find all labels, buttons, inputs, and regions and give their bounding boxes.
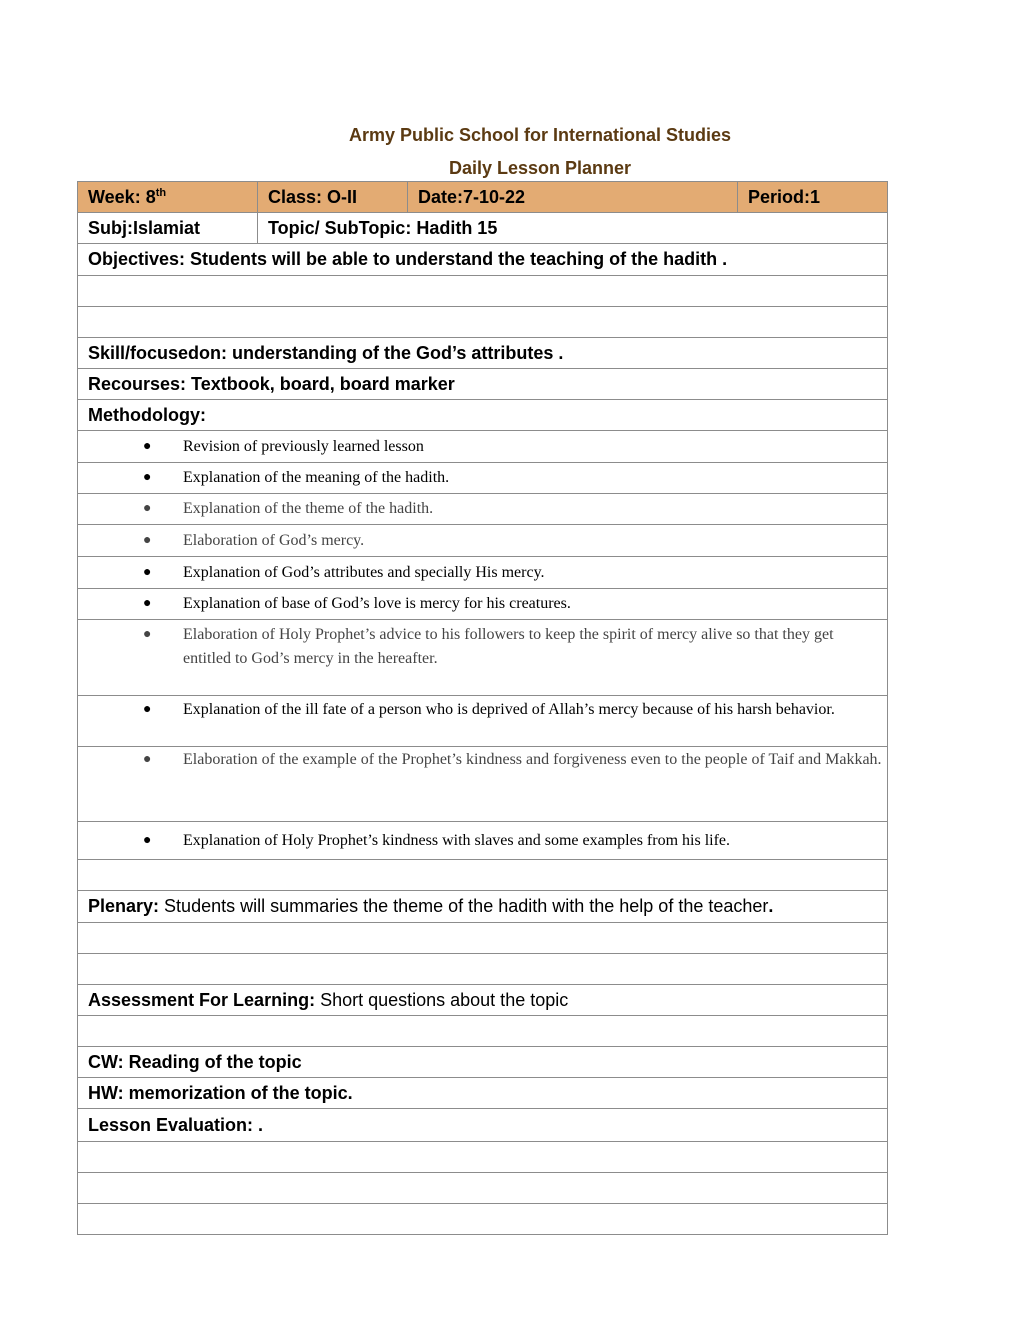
topic-cell: Topic/ SubTopic: Hadith 15 [258,213,888,244]
methodology-item: ● Explanation of the meaning of the hadith. [78,463,888,494]
methodology-item: ● Explanation of the ill fate of a person who is deprived of Allah’s mercy because of his harsh behavior. [78,696,888,747]
methodology-item: ● Elaboration of Holy Prophet’s advice to his followers to keep the spirit of mercy alive so that they get entitled to God’s mercy in the hereafter. [78,620,888,696]
bullet-icon: ● [143,752,152,767]
methodology-item: ● Revision of previously learned lesson [78,431,888,463]
week-cell: Week: 8th [78,182,258,213]
blank-row [78,923,888,954]
plenary-text: Students will summaries the theme of the hadith with the help of the teacher [159,896,769,916]
blank-row [78,1142,888,1173]
plenary-label: Plenary: [88,896,160,916]
bullet-icon: ● [143,501,152,516]
methodology-label-row [78,400,888,431]
assessment-row [78,985,888,1016]
subject-cell: Subj:Islamiat [78,213,258,244]
methodology-item: ● Explanation of Holy Prophet’s kindness with slaves and some examples from his life. [78,822,888,860]
blank-row [78,1173,888,1204]
class-cell: Class: O-II [258,182,408,213]
assessment-label: Assessment For Learning: [88,989,316,1010]
header-row [78,182,888,213]
hw-row [78,1078,888,1109]
methodology-item: ● Explanation of base of God’s love is mercy for his creatures. [78,589,888,620]
methodology-item: ● Elaboration of the example of the Prophet’s kindness and forgiveness even to the people of Taif and Makkah. [78,747,888,822]
skill-text: Skill/focusedon: understanding of the God’s attributes . [78,338,888,369]
planner-title: Daily Lesson Planner [448,158,632,178]
objectives-text: Objectives: Students will be able to understand the teaching of the hadith . [78,244,888,276]
evaluation-text: Lesson Evaluation: . [78,1109,888,1142]
methodology-label: Methodology: [78,400,888,431]
skill-row [78,338,888,369]
bullet-icon: ● [143,532,152,548]
cw-text: CW: Reading of the topic [78,1047,888,1078]
plenary-row: Plenary: Students will summaries the theme of the hadith with the help of the teacher. [78,891,888,923]
hw-text: HW: memorization of the topic. [78,1078,888,1109]
methodology-item: ● Explanation of the theme of the hadith. [78,494,888,525]
assessment-text: Short questions about the topic [315,989,569,1010]
resources-row [78,369,888,400]
bullet-icon: ● [143,832,152,848]
subject-row [78,213,888,244]
blank-row [78,307,888,338]
period-cell: Period:1 [738,182,888,213]
bullet-icon: ● [143,564,152,580]
evaluation-row [78,1109,888,1142]
lesson-plan-table [77,181,888,1235]
methodology-item: ● Explanation of God’s attributes and specially His mercy. [78,557,888,589]
bullet-icon: ● [143,470,152,485]
bullet-icon: ● [143,627,152,642]
school-name: Army Public School for International Studies [348,125,732,145]
bullet-icon: ● [143,596,152,611]
blank-row [78,860,888,891]
bullet-icon: ● [143,438,152,454]
bullet-icon: ● [143,702,152,717]
date-cell: Date:7-10-22 [408,182,738,213]
resources-text: Recourses: Textbook, board, board marker [78,369,888,400]
methodology-item: ● Elaboration of God’s mercy. [78,525,888,557]
cw-row [78,1047,888,1078]
blank-row [78,276,888,307]
blank-row [78,954,888,985]
objectives-row [78,244,888,276]
blank-row [78,1204,888,1235]
blank-row [78,1016,888,1047]
